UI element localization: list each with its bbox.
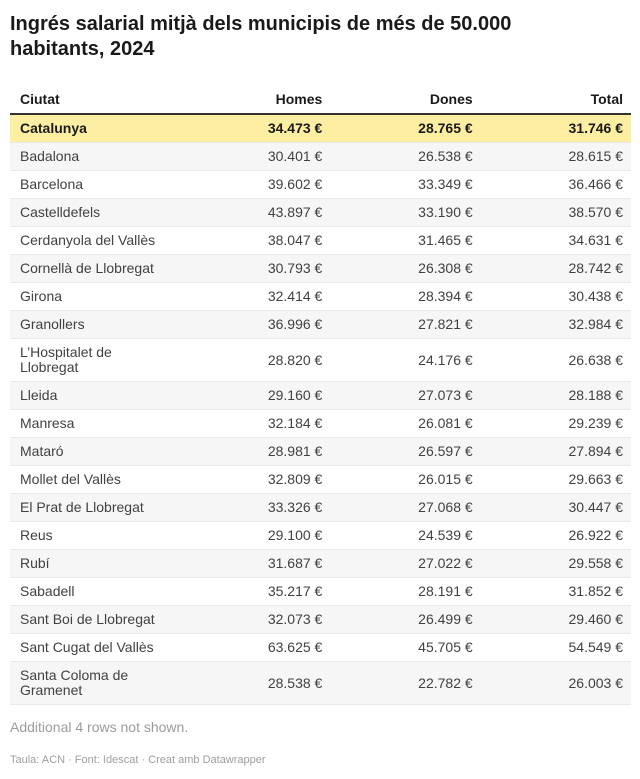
city-cell: Catalunya	[10, 114, 180, 143]
table-row	[10, 311, 631, 339]
city-cell: Rubí	[10, 550, 180, 578]
table-row	[10, 227, 631, 255]
table-row	[10, 283, 631, 311]
column-header-homes: Homes	[180, 86, 330, 114]
total-cell: 32.984 €	[481, 311, 631, 339]
dones-cell: 27.068 €	[330, 494, 480, 522]
homes-cell: 28.820 €	[180, 339, 330, 382]
city-cell: Manresa	[10, 410, 180, 438]
city-cell: Badalona	[10, 143, 180, 171]
total-cell: 30.438 €	[481, 283, 631, 311]
dones-cell: 24.539 €	[330, 522, 480, 550]
source-credit: Taula: ACN · Font: Idescat · Creat amb Datawrapper	[10, 754, 266, 766]
total-cell: 29.663 €	[481, 466, 631, 494]
dones-cell: 22.782 €	[330, 662, 480, 705]
table-row	[10, 171, 631, 199]
table-row	[10, 199, 631, 227]
city-cell: Mataró	[10, 438, 180, 466]
column-header-ciutat: Ciutat	[10, 86, 180, 114]
city-cell: Castelldefels	[10, 199, 180, 227]
homes-cell: 29.160 €	[180, 382, 330, 410]
homes-cell: 32.809 €	[180, 466, 330, 494]
city-cell: Sant Boi de Llobregat	[10, 606, 180, 634]
total-cell: 31.746 €	[481, 114, 631, 143]
total-cell: 28.742 €	[481, 255, 631, 283]
homes-cell: 38.047 €	[180, 227, 330, 255]
city-cell: Santa Coloma de Gramenet	[10, 662, 180, 705]
homes-cell: 29.100 €	[180, 522, 330, 550]
dones-cell: 27.073 €	[330, 382, 480, 410]
dones-cell: 28.191 €	[330, 578, 480, 606]
table-row	[10, 634, 631, 662]
homes-cell: 32.073 €	[180, 606, 330, 634]
dones-cell: 28.765 €	[330, 114, 480, 143]
total-cell: 29.558 €	[481, 550, 631, 578]
total-cell: 28.615 €	[481, 143, 631, 171]
table-row	[10, 466, 631, 494]
homes-cell: 32.184 €	[180, 410, 330, 438]
table-row	[10, 114, 631, 143]
total-cell: 26.003 €	[481, 662, 631, 705]
city-cell: Cornellà de Llobregat	[10, 255, 180, 283]
dones-cell: 28.394 €	[330, 283, 480, 311]
dones-cell: 26.081 €	[330, 410, 480, 438]
salary-table	[10, 86, 631, 705]
table-row	[10, 339, 631, 382]
city-cell: L’Hospitalet de Llobregat	[10, 339, 180, 382]
dones-cell: 24.176 €	[330, 339, 480, 382]
city-cell: Granollers	[10, 311, 180, 339]
total-cell: 27.894 €	[481, 438, 631, 466]
total-cell: 38.570 €	[481, 199, 631, 227]
homes-cell: 36.996 €	[180, 311, 330, 339]
table-row	[10, 143, 631, 171]
dones-cell: 31.465 €	[330, 227, 480, 255]
column-header-total: Total	[481, 86, 631, 114]
homes-cell: 33.326 €	[180, 494, 330, 522]
city-cell: Cerdanyola del Vallès	[10, 227, 180, 255]
dones-cell: 26.538 €	[330, 143, 480, 171]
homes-cell: 39.602 €	[180, 171, 330, 199]
homes-cell: 31.687 €	[180, 550, 330, 578]
homes-cell: 35.217 €	[180, 578, 330, 606]
table-row	[10, 494, 631, 522]
table-row	[10, 382, 631, 410]
total-cell: 29.239 €	[481, 410, 631, 438]
homes-cell: 28.538 €	[180, 662, 330, 705]
city-cell: Barcelona	[10, 171, 180, 199]
table-row	[10, 410, 631, 438]
column-header-dones: Dones	[330, 86, 480, 114]
table-row	[10, 550, 631, 578]
table-row	[10, 522, 631, 550]
total-cell: 28.188 €	[481, 382, 631, 410]
city-cell: Mollet del Vallès	[10, 466, 180, 494]
city-cell: Girona	[10, 283, 180, 311]
dones-cell: 26.308 €	[330, 255, 480, 283]
homes-cell: 28.981 €	[180, 438, 330, 466]
table-header-row	[10, 86, 631, 114]
dones-cell: 33.190 €	[330, 199, 480, 227]
rows-not-shown-note: Additional 4 rows not shown.	[10, 719, 189, 735]
total-cell: 26.922 €	[481, 522, 631, 550]
dones-cell: 27.821 €	[330, 311, 480, 339]
dones-cell: 26.499 €	[330, 606, 480, 634]
homes-cell: 63.625 €	[180, 634, 330, 662]
total-cell: 31.852 €	[481, 578, 631, 606]
total-cell: 29.460 €	[481, 606, 631, 634]
page-title: Ingrés salarial mitjà dels municipis de més de 50.000 habitants, 2024	[10, 13, 512, 60]
total-cell: 26.638 €	[481, 339, 631, 382]
dones-cell: 27.022 €	[330, 550, 480, 578]
dones-cell: 45.705 €	[330, 634, 480, 662]
total-cell: 34.631 €	[481, 227, 631, 255]
city-cell: Lleida	[10, 382, 180, 410]
table-row	[10, 606, 631, 634]
city-cell: Reus	[10, 522, 180, 550]
dones-cell: 26.597 €	[330, 438, 480, 466]
dones-cell: 33.349 €	[330, 171, 480, 199]
dones-cell: 26.015 €	[330, 466, 480, 494]
total-cell: 36.466 €	[481, 171, 631, 199]
city-cell: Sant Cugat del Vallès	[10, 634, 180, 662]
city-cell: Sabadell	[10, 578, 180, 606]
homes-cell: 43.897 €	[180, 199, 330, 227]
city-cell: El Prat de Llobregat	[10, 494, 180, 522]
table-body	[10, 114, 631, 705]
homes-cell: 30.401 €	[180, 143, 330, 171]
total-cell: 30.447 €	[481, 494, 631, 522]
total-cell: 54.549 €	[481, 634, 631, 662]
table-row	[10, 578, 631, 606]
table-row	[10, 438, 631, 466]
homes-cell: 30.793 €	[180, 255, 330, 283]
homes-cell: 32.414 €	[180, 283, 330, 311]
table-row	[10, 662, 631, 705]
homes-cell: 34.473 €	[180, 114, 330, 143]
table-row	[10, 255, 631, 283]
